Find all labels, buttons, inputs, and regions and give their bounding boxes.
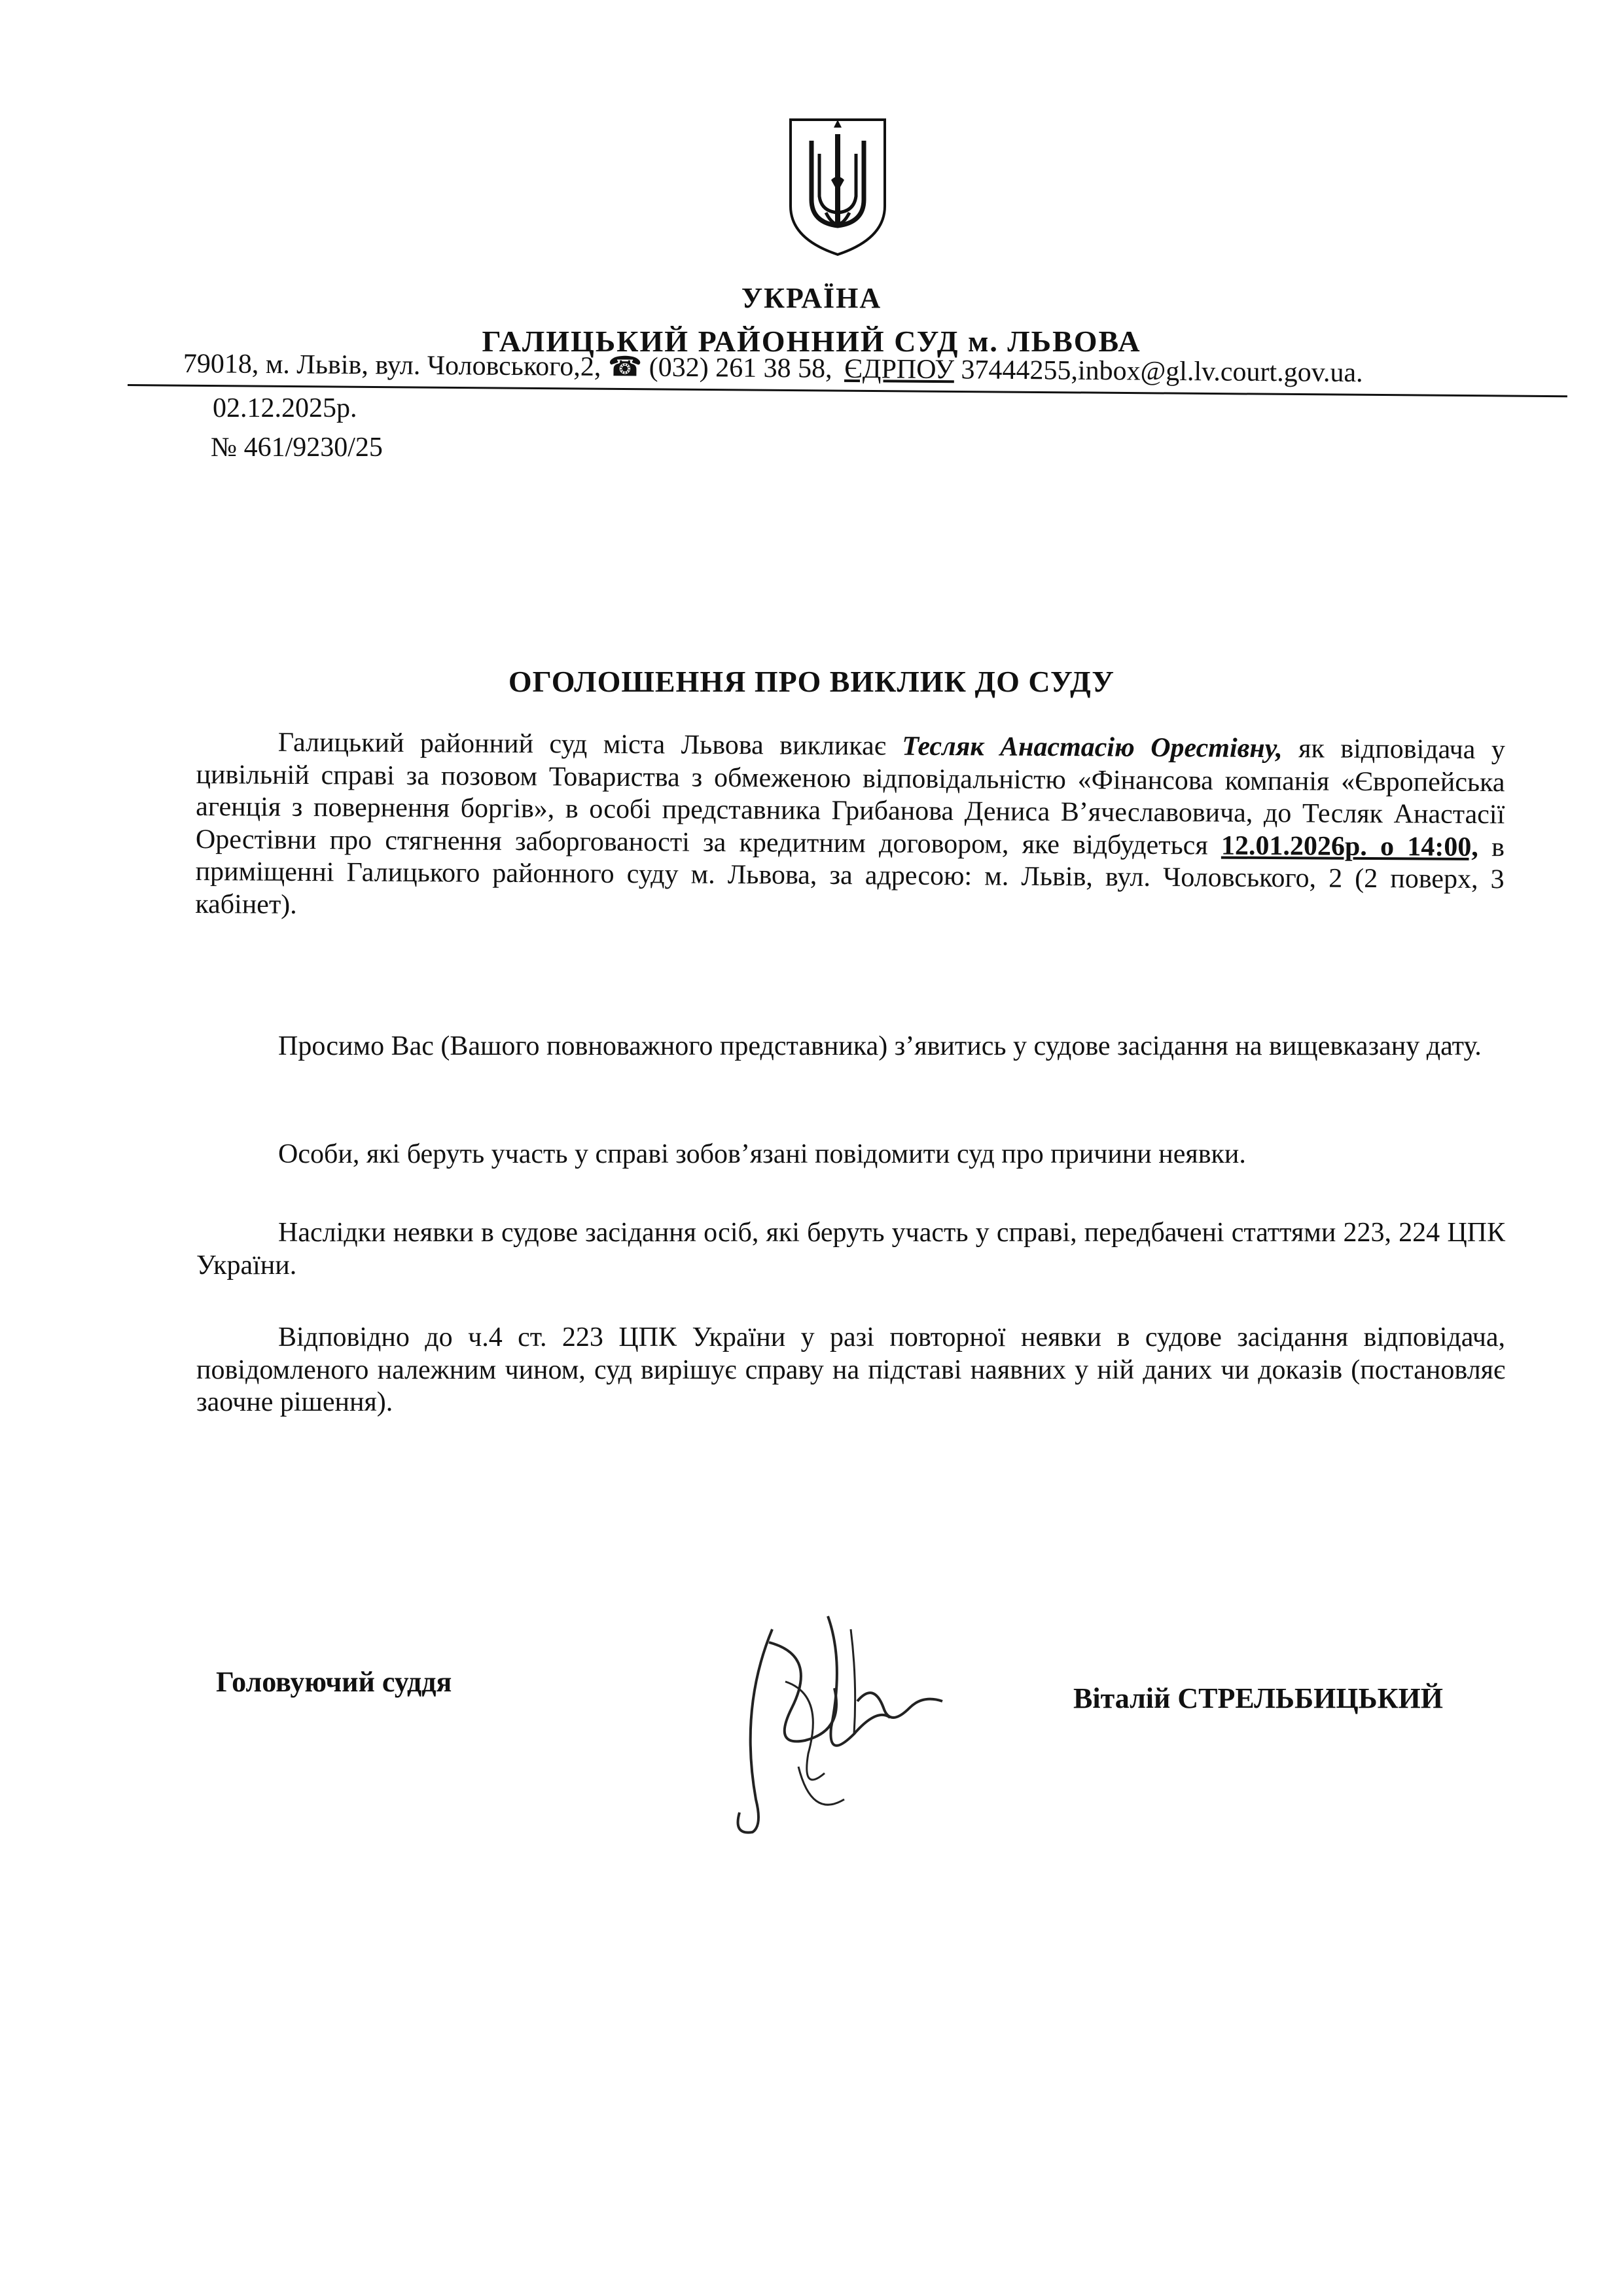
default-judgment-text: Відповідно до ч.4 ст. 223 ЦПК України у разі повторної неявки в судове засідання відповідача, повідомленого належним чином, суд вирішує справу на підставі наявних у ній даних чи доказів (постановляє заочне рішення). bbox=[196, 1322, 1505, 1418]
document-date: 02.12.2025р. bbox=[213, 393, 357, 423]
hearing-datetime: 12.01.2026р. о 14:00, bbox=[1221, 830, 1478, 862]
judge-role: Головуючий суддя bbox=[216, 1666, 452, 1698]
paragraph-request bbox=[196, 1031, 1505, 1063]
case-number: № 461/9230/25 bbox=[211, 433, 383, 463]
phone-number: (032) 261 38 58, bbox=[649, 352, 832, 384]
address-text: 79018, м. Львів, вул. Чоловського,2, bbox=[183, 348, 601, 383]
paragraph-consequences bbox=[196, 1217, 1505, 1282]
edrpou-label: ЄДРПОУ bbox=[844, 353, 955, 385]
obligation-text: Особи, які беруть участь у справі зобов’язані повідомити суд про причини неявки. bbox=[278, 1139, 1246, 1169]
header-court-name: ГАЛИЦЬКИЙ РАЙОННИЙ СУД м. ЛЬВОВА bbox=[482, 325, 1141, 358]
edrpou-email: 37444255,inbox@gl.lv.court.gov.ua. bbox=[961, 355, 1363, 389]
paragraph-default-judgment bbox=[196, 1322, 1505, 1419]
phone-icon: ☎ bbox=[607, 352, 643, 383]
judge-name: Віталій СТРЕЛЬБИЦЬКИЙ bbox=[1073, 1682, 1443, 1714]
paragraph-obligation bbox=[196, 1139, 1505, 1171]
handwritten-signature bbox=[694, 1603, 969, 1845]
document-title: ОГОЛОШЕННЯ ПРО ВИКЛИК ДО СУДУ bbox=[508, 665, 1115, 698]
consequences-text: Наслідки неявки в судове засідання осіб, які беруть участь у справі, передбачені статтями 223, 224 ЦПК України. bbox=[196, 1218, 1505, 1280]
paragraph-summons bbox=[195, 726, 1505, 928]
summons-text-b: як відповідача у цивільній справі за позовом Товариства з обмеженою відповідальністю «Фінансова компанія «Європейська агенція з повернення боргів», в особі представника Грибанова Дениса В’ячеславовича, до Тесляк Анастасії Орестівни про стягнення заборгованості за кредитним договором, яке відбудеться bbox=[195, 733, 1505, 861]
request-text: Просимо Вас (Вашого повноважного представника) з’явитись у судове засідання на вищевказану дату. bbox=[278, 1031, 1482, 1061]
summons-text-a: Галицький районний суд міста Львова викликає bbox=[277, 727, 902, 762]
coat-of-arms-icon bbox=[785, 115, 890, 258]
summons-text-c: в приміщенні Галицького районного суду м. Львова, за адресою: м. Львів, вул. Чоловського, 2 (2 поверх, 3 кабінет). bbox=[195, 832, 1505, 920]
header-country: УКРАЇНА bbox=[741, 282, 882, 314]
defendant-name: Тесляк Анастасію Орестівну, bbox=[902, 731, 1283, 764]
